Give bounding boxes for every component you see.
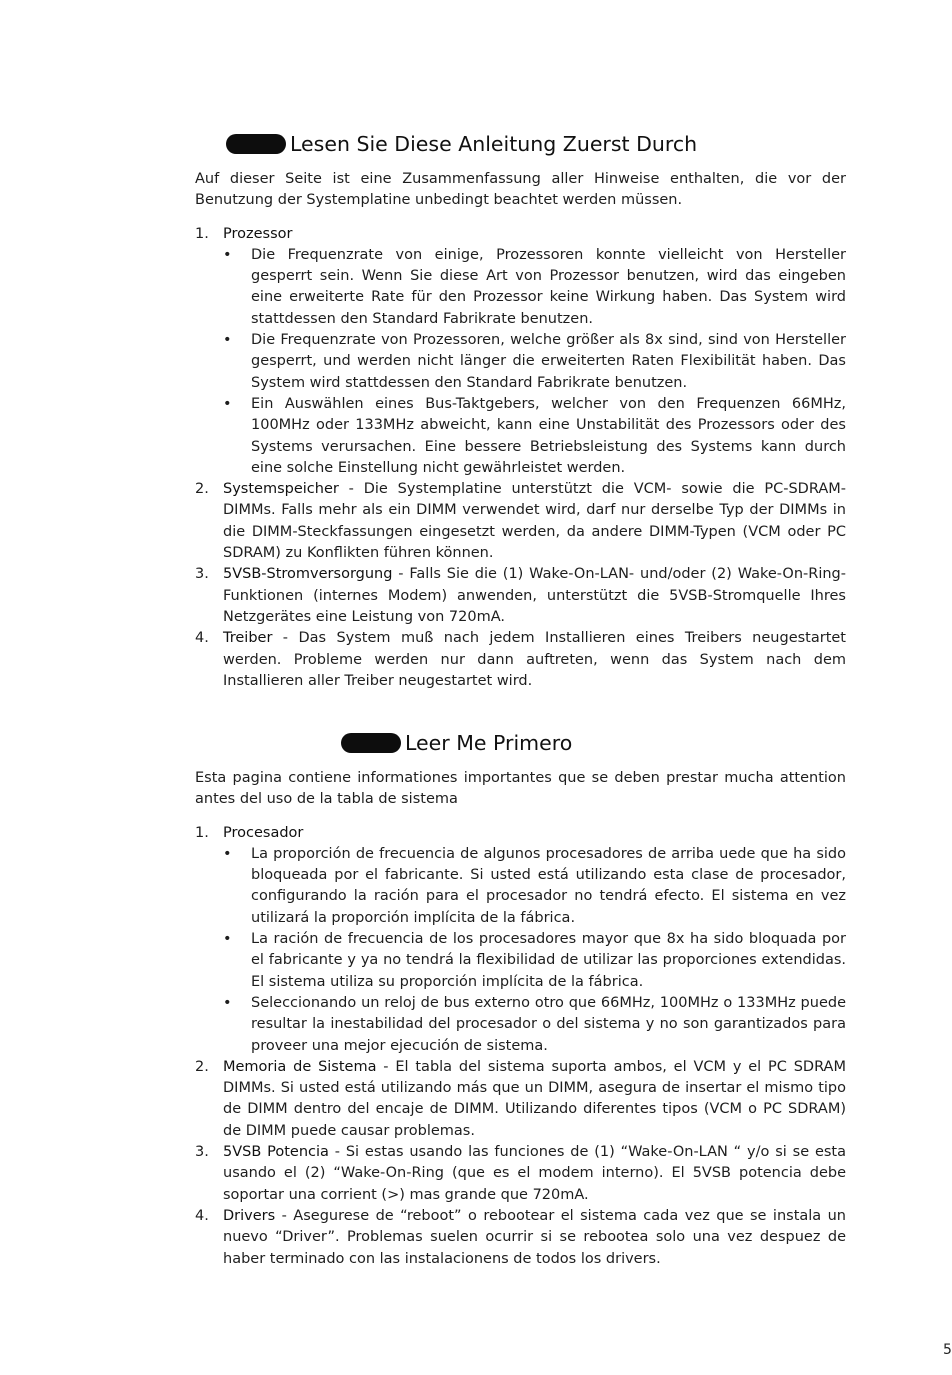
item-number: 4. [195, 1207, 209, 1224]
heading-pill-icon [226, 134, 286, 154]
bullet-item [223, 330, 846, 394]
bullet-item [223, 245, 846, 330]
bullet-icon: • [223, 931, 232, 948]
section-heading [195, 126, 846, 162]
bullet-list [223, 245, 846, 479]
list-item [195, 224, 846, 480]
heading-text: Leer Me Primero [405, 731, 573, 755]
item-number: 2. [195, 481, 209, 498]
bullet-item [223, 394, 846, 479]
item-number: 2. [195, 1058, 209, 1075]
bullet-icon: • [223, 395, 232, 412]
list-item [195, 1142, 846, 1206]
item-text: - Si estas usando las funciones de (1) “Wake-On-LAN “ y/o si se esta usando el (2) “Wake-On-Ring (que es el modem interno). El 5VSB potencia debe soportar una corrient (>) mas grande que 720mA. [223, 1144, 846, 1203]
heading-text: Lesen Sie Diese Anleitung Zuerst Durch [290, 132, 698, 156]
item-title: Drivers [223, 1207, 276, 1224]
bullet-text: La ración de frecuencia de los procesadores mayor que 8x ha sido bloquada por el fabricante y ya no tendrá la flexibilidad de utilizar las proporciones extendidas. El sistema utiliza su proporción implícita de la fábrica. [251, 931, 846, 990]
section-german [195, 126, 846, 692]
bullet-text: Seleccionando un reloj de bus externo otro que 66MHz, 100MHz o 133MHz puede resultar la inestabilidad del procesador o del sistema y no son garantizados para proveer una mejor ejecución de sistema. [251, 994, 846, 1054]
bullet-item [223, 844, 846, 929]
intro-paragraph: Auf dieser Seite ist eine Zusammenfassung aller Hinweise enthalten, die vor der Benutzung der Systemplatine unbedingt beachtet werden müssen. [195, 171, 846, 209]
bullet-item [223, 993, 846, 1057]
section-heading [195, 725, 846, 761]
item-number: 3. [195, 566, 209, 583]
numbered-list [195, 224, 846, 693]
bullet-text: La proporción de frecuencia de algunos procesadores de arriba uede que ha sido bloqueada por el fabricante. Si usted está utilizando esta clase de procesador, configurando la ración para el procesador no tendrá efecto. El sistema en vez utilizará la proporción implícita de la fábrica. [251, 845, 846, 926]
bullet-list [223, 844, 846, 1057]
page-number: 5 [943, 1342, 952, 1358]
bullet-icon: • [223, 332, 232, 349]
bullet-text: Die Frequenzrate von Prozessoren, welche größer als 8x sind, sind von Hersteller gesperrt, und werden nicht länger die erweiterten Raten Flexibilität haben. Das System wird stattdessen den Standard Fabrikrate benutzen. [251, 332, 846, 391]
item-text: - Die Systemplatine unterstützt die VCM- sowie die PC-SDRAM-DIMMs. Falls mehr als ein DIMM verwendet wird, darf nur derselbe Typ der DIMMs in die DIMM-Steckfassungen eingesetzt werden, da andere DIMM-Typen (VCM oder PC SDRAM) zu Konflikten führen können. [223, 481, 846, 562]
list-item [195, 479, 846, 564]
item-text: - Asegurese de “reboot” o rebootear el sistema cada vez que se instala un nuevo “Driver”. Problemas suelen ocurrir si se rebootea solo una vez despuez de haber terminado con las instalacionens de todos los drivers. [223, 1207, 846, 1267]
item-text: - Das System muß nach jedem Installieren eines Treibers neugestartet werden. Probleme werden nur dann auftreten, wenn das System nach dem Installieren aller Treiber neugestartet wird. [223, 630, 846, 689]
intro-paragraph: Esta pagina contiene informationes importantes que se deben prestar mucha attention antes del uso de la tabla de sistema [195, 770, 846, 808]
item-title: Treiber [223, 630, 273, 647]
list-item [195, 823, 846, 1057]
item-number: 4. [195, 630, 209, 647]
item-title: Procesador [223, 824, 304, 841]
bullet-text: Die Frequenzrate von einige, Prozessoren konnte vielleicht von Hersteller gesperrt sein. Wenn Sie diese Art von Prozessor benutzen, wird das eingeben eine erweiterte Rate für den Prozessor keine Wirkung haben. Das System wird stattdessen den Standard Fabrikrate benutzen. [251, 246, 846, 327]
item-number: 1. [195, 225, 209, 242]
list-item [195, 1057, 846, 1142]
item-text: - Falls Sie die (1) Wake-On-LAN- und/oder (2) Wake-On-Ring-Funktionen (internes Modem) anwenden, unterstützt die 5VSB-Stromquelle Ihres Netzgerätes eine Leistung von 720mA. [223, 566, 846, 625]
section-spanish [195, 725, 846, 1270]
item-title: Memoria de Sistema [223, 1058, 377, 1075]
list-item [195, 628, 846, 692]
heading-pill-icon [341, 733, 401, 753]
item-number: 3. [195, 1144, 209, 1161]
list-item [195, 1206, 846, 1270]
numbered-list [195, 823, 846, 1270]
item-title: 5VSB-Stromversorgung [223, 566, 393, 583]
bullet-icon: • [223, 246, 232, 263]
bullet-text: Ein Auswählen eines Bus-Taktgebers, welcher von den Frequenzen 66MHz, 100MHz oder 133MHz abweicht, kann eine Unstabilität des Prozessors oder des Systems verursachen. Eine bessere Betriebsleistung des Systems kann durch eine solche Einstellung nicht gewährleistet werden. [251, 395, 846, 476]
bullet-icon: • [223, 994, 232, 1011]
item-number: 1. [195, 824, 209, 841]
item-title: Systemspeicher [223, 481, 339, 498]
list-item [195, 564, 846, 628]
item-title: 5VSB Potencia [223, 1144, 329, 1161]
item-title: Prozessor [223, 225, 293, 242]
bullet-item [223, 929, 846, 993]
bullet-icon: • [223, 845, 232, 862]
item-text: - El tabla del sistema suporta ambos, el VCM y el PC SDRAM DIMMs. Si usted está utilizando más que un DIMM, asegura de insertar el mismo tipo de DIMM dentro del encaje de DIMM. Utilizando diferentes tipos (VCM o PC SDRAM) de DIMM puede causar problemas. [223, 1058, 846, 1139]
